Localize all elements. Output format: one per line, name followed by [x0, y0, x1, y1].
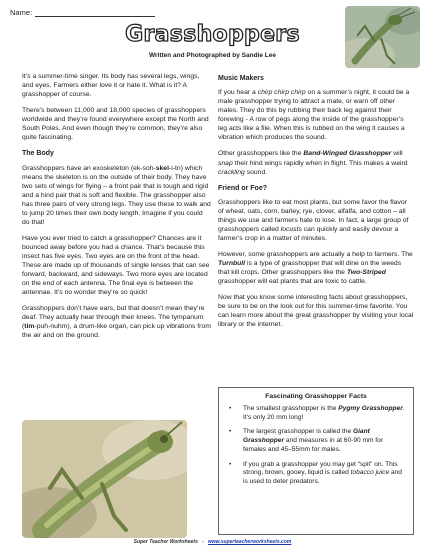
fact-item: • The largest grasshopper is called the Giant Grasshopper and measures in at 60-90 mm for females and 45–55mm for males. — [229, 428, 383, 453]
facts-list — [219, 405, 413, 487]
grasshopper-photo-bottom — [22, 420, 187, 538]
helpful-paragraph: However, some grasshoppers are actually a help to farmers. The Turnbull is a type of grasshopper that will dine on the weeds that kill crops. Other grasshoppers like the Two-Striped grasshopper will eat plants that are toxic to cattle. — [218, 251, 413, 286]
bullet-icon: • — [229, 428, 232, 436]
footer-brand: Super Teacher Worksheets — [133, 539, 198, 545]
species-paragraph: There’s between 11,000 and 18,000 species of grasshoppers worldwide and they’re found everywhere except the North and South Poles. And even though they’re common, they’re also quite fascinating. — [22, 107, 209, 142]
facts-box — [218, 387, 414, 535]
footer — [0, 539, 425, 545]
bullet-icon: • — [229, 460, 232, 468]
heading-friend-or-foe: Friend or Foe? — [218, 184, 267, 192]
byline: Written and Photographed by Sandie Lee — [148, 52, 276, 59]
footer-link[interactable]: www.superteacherworksheets.com — [207, 539, 292, 545]
body-paragraph: Grasshoppers have an exoskeleton (ek-soh-skel-i-tn) which means the skeleton is on the outside of their body. They have two sets of wings for flying – a front pair that is tough and rigid and a hind pair that is soft and flexible. The grasshopper also has three pairs of very strong legs. They use these to walk and to jump 20 times their own body length. Imagine if you could do that! — [22, 164, 211, 226]
facts-title: Fascinating Grasshopper Facts — [219, 388, 413, 405]
band-winged-paragraph: Other grasshoppers like the Band-Winged Grasshopper will snap their hind wings rapidly when in flight. This makes a weird crackling sound. — [218, 150, 408, 176]
intro-paragraph: It’s a summer-time singer. Its body has several legs, wings, and eyes. Farmers either love it or hate it. What is it? A grasshopper of course. — [22, 73, 200, 99]
right-column — [218, 72, 414, 336]
name-field — [10, 8, 155, 17]
left-column — [22, 72, 212, 347]
conclusion-paragraph: Now that you know some interesting facts about grasshoppers, be sure to be on the look out for this summer-time favorite. You can learn more about the great grasshopper by visiting your local library or the internet. — [218, 294, 414, 329]
hearing-paragraph: Grasshoppers don’t have ears, but that doesn’t mean they’re deaf. They actually hear through their knees. The tympanum (tim-puh-nuhm), a drum-like organ, can pick up vibrations from the air and on the ground. — [22, 304, 211, 340]
fact-item: • The smallest grasshopper is the Pygmy Grasshopper. It’s only 20 mm long! — [229, 405, 405, 421]
fact-item: • If you grab a grasshopper you may get “spit” on. This strong, brown, gooey, liquid is called tobacco juice and is used to deter predators. — [229, 460, 402, 485]
eyes-paragraph: Have you ever tried to catch a grasshopper? Chances are it bounced away before you had a chance. That’s because this insect has five eyes. Two eyes are on the front of the head. These are made up of thousands of single lenses that can see forward, backward, and sideways. Two more eyes are located on the end of each antenna. The final eye is between the antennae. It’s no wonder they’re so quick! — [22, 234, 210, 296]
diet-paragraph: Grasshoppers like to eat most plants, but some favor the flavor of wheat, oats, corn, barley, rye, clover, alfalfa, and cotton – all things we use and farmers hate to lose. In fact, a large group of grasshoppers called locusts can quickly and easily devour a farmer’s crop in a matter of minutes. — [218, 198, 409, 242]
page-title: Grasshoppers — [125, 22, 300, 47]
heading-the-body: The Body — [22, 150, 54, 158]
bullet-icon: • — [229, 405, 232, 412]
music-paragraph: If you hear a chirp chirp chirp on a summer’s night, it could be a male grasshopper trying to attract a mate, or warn off other males. They do this by rubbing their back leg against their forewing - A row of pegs along the inside of the grasshopper’s leg acts like a file. When this is rubbed on the wing it causes a vibration which produces the sound. — [218, 89, 410, 142]
title-wrap — [0, 22, 425, 47]
name-label: Name: — [10, 8, 33, 17]
heading-music-makers: Music Makers — [218, 75, 264, 82]
footer-separator: - — [202, 539, 204, 545]
name-line — [35, 9, 155, 17]
